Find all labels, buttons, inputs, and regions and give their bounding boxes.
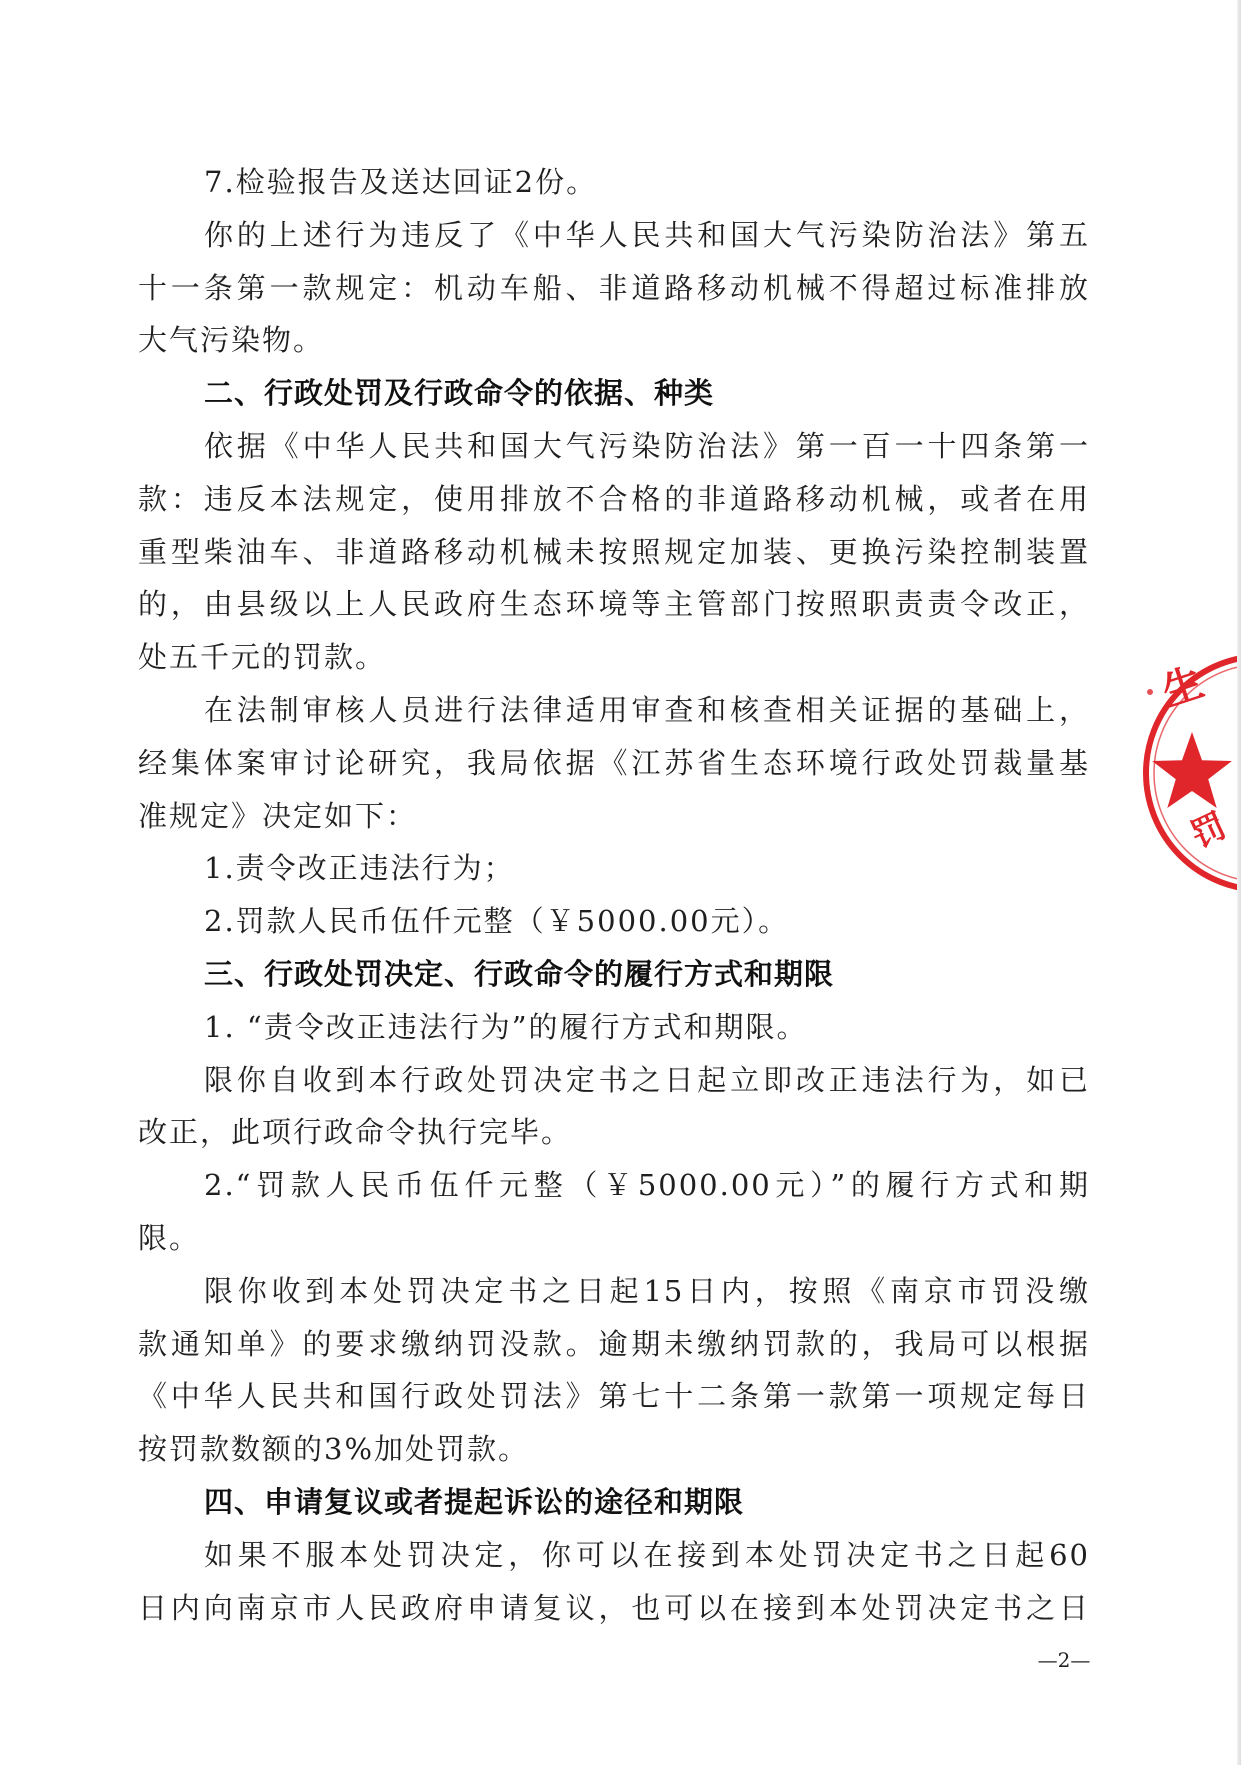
body-line: 改正，此项行政命令执行完毕。 bbox=[138, 1115, 573, 1150]
body-line: 在法制审核人员进行法律适用审查和核查相关证据的基础上， bbox=[204, 692, 1090, 727]
body-line: 款：违反本法规定，使用排放不合格的非道路移动机械，或者在用 bbox=[138, 481, 1090, 516]
body-line: 《中华人民共和国行政处罚法》第七十二条第一款第一项规定每日 bbox=[138, 1379, 1090, 1414]
document-body bbox=[138, 156, 1090, 1634]
body-line: 你的上述行为违反了《中华人民共和国大气污染防治法》第五 bbox=[204, 217, 1090, 252]
body-line: 7.检验报告及送达回证2份。 bbox=[204, 165, 598, 199]
body-line: 处五千元的罚款。 bbox=[138, 640, 387, 675]
body-line: 限你自收到本行政处罚决定书之日起立即改正违法行为，如已 bbox=[204, 1062, 1090, 1097]
body-line: 经集体案审讨论研究，我局依据《江苏省生态环境行政处罚裁量基 bbox=[138, 745, 1090, 780]
section-heading: 四、申请复议或者提起诉讼的途径和期限 bbox=[204, 1484, 745, 1519]
section-heading: 三、行政处罚决定、行政命令的履行方式和期限 bbox=[204, 956, 835, 991]
official-seal-fragment bbox=[1138, 648, 1241, 898]
body-line: 十一条第一款规定：机动车船、非道路移动机械不得超过标准排放 bbox=[138, 270, 1090, 305]
page-number: —2— bbox=[1037, 1648, 1091, 1672]
decision-item: 2.罚款人民币伍仟元整（￥5000.00元）。 bbox=[204, 904, 790, 939]
body-line: 依据《中华人民共和国大气污染防治法》第一百一十四条第一 bbox=[204, 428, 1090, 463]
body-line: 如果不服本处罚决定，你可以在接到本处罚决定书之日起60 bbox=[204, 1537, 1090, 1572]
body-line: 款通知单》的要求缴纳罚没款。逾期未缴纳罚款的，我局可以根据 bbox=[138, 1326, 1090, 1361]
body-line: 1. “责令改正违法行为”的履行方式和期限。 bbox=[204, 1009, 808, 1044]
body-line: 的，由县级以上人民政府生态环境等主管部门按照职责责令改正， bbox=[138, 587, 1090, 622]
svg-text:罚: 罚 bbox=[1184, 805, 1233, 857]
decision-item: 1.责令改正违法行为； bbox=[204, 851, 515, 886]
body-line: 重型柴油车、非道路移动机械未按照规定加装、更换污染控制装置 bbox=[138, 534, 1090, 569]
body-line: 大气污染物。 bbox=[138, 323, 325, 358]
body-line: 日内向南京市人民政府申请复议，也可以在接到本处罚决定书之日 bbox=[138, 1590, 1090, 1625]
body-line: 按罚款数额的3%加处罚款。 bbox=[138, 1432, 530, 1467]
body-line: 限。 bbox=[138, 1220, 201, 1255]
svg-text:生: 生 bbox=[1156, 659, 1210, 716]
seal-icon bbox=[1138, 648, 1241, 898]
body-line: 限你收到本处罚决定书之日起15日内，按照《南京市罚没缴 bbox=[204, 1273, 1090, 1308]
scan-edge bbox=[1237, 0, 1241, 1765]
body-line: 2.“罚款人民币伍仟元整（￥5000.00元）”的履行方式和期 bbox=[204, 1168, 1090, 1203]
body-line: 准规定》决定如下： bbox=[138, 798, 418, 833]
section-heading: 二、行政处罚及行政命令的依据、种类 bbox=[204, 376, 715, 411]
